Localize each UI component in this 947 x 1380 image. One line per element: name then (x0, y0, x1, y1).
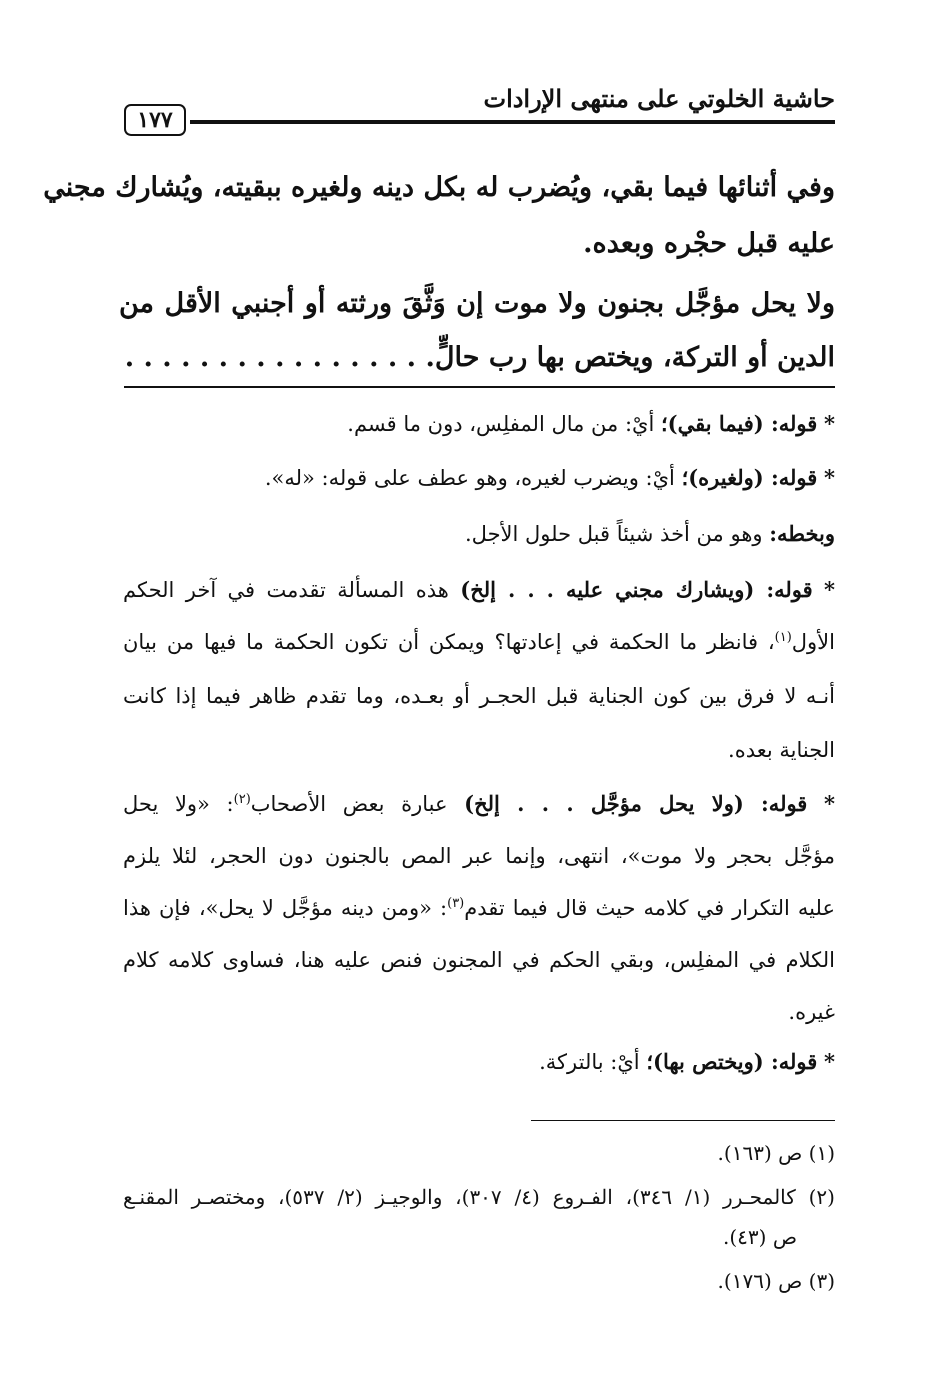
commentary-5-l3a: عليه التكرار في كلامه حيث قال فيما تقدم (464, 896, 836, 920)
main-text-line-2: عليه قبل حجْره وبعده. (583, 228, 835, 259)
commentary-6-lead: قوله: (ويختص بها)؛ (646, 1049, 818, 1074)
footnote-2: (٢) كالمحـرر (١/ ٣٤٦)، الفـروع (٤/ ٣٠٧)، والوجيـز (٢/ ٥٣٧)، ومختصـر المقنـع (123, 1185, 835, 1209)
commentary-line-7: الجناية بعده. (728, 738, 835, 762)
commentary-1-rest: أيْ: من مال المفلِس، دون ما قسم. (347, 412, 661, 436)
text-commentary-separator (124, 386, 835, 388)
commentary-line-5 (123, 626, 835, 658)
commentary-5-a: عبارة بعض الأصحاب (250, 792, 465, 816)
commentary-5-l3b: : «ومن دينه مؤجَّل لا يحل»، فإن هذا (123, 896, 448, 920)
star-marker: * (824, 1049, 835, 1074)
commentary-line-2 (123, 462, 835, 494)
star-marker: * (824, 577, 835, 602)
commentary-line-12: غيره. (788, 1000, 835, 1024)
footnote-ref-2: (٢) (233, 792, 251, 807)
main-text-line-4-text: الدين أو التركة، ويختص بها رب حالٍّ (434, 342, 835, 373)
star-marker: * (824, 411, 835, 436)
commentary-3-rest: وهو من أخذ شيئاً قبل حلول الأجل. (464, 522, 770, 546)
commentary-line-8 (123, 788, 835, 820)
commentary-4-l2b: ، فانظر ما الحكمة في إعادتها؟ ويمكن أن تكون الحكمة ما فيها من بيان (123, 630, 775, 654)
footnote-rule (531, 1120, 835, 1121)
commentary-4-rest: هذه المسألة تقدمت في آخر الحكم (123, 578, 461, 602)
footnote-ref-3: (٣) (447, 896, 465, 911)
commentary-line-13 (123, 1046, 835, 1078)
commentary-2-rest: أيْ: ويضرب لغيره، وهو عطف على قوله: «له». (264, 466, 682, 490)
main-text-line-1: وفي أثنائها فيما بقي، ويُضرب له بكل دينه ولغيره ببقيته، ويُشارك مجني (43, 172, 835, 203)
footnote-1: (١) ص (١٦٣). (717, 1141, 835, 1165)
commentary-4-l2a: الأول (791, 630, 835, 654)
footnote-3: (٣) ص (١٧٦). (717, 1269, 835, 1293)
star-marker: * (824, 465, 835, 490)
commentary-line-9: مؤجَّل بحجر ولا موت»، انتهى، وإنما عبر المص بالجنون دون الحجر، لئلا يلزم (123, 844, 835, 868)
commentary-3-lead: وبخطه: (769, 521, 835, 546)
commentary-line-11: الكلام في المفلِس، وبقي الحكم في المجنون فنص عليه هنا، فساوى كلامه كلام (123, 948, 835, 972)
footnote-2-continued: ص (٤٣). (723, 1225, 797, 1249)
commentary-2-lead: قوله: (ولغيره)؛ (681, 465, 818, 490)
main-text-line-3: ولا يحل مؤجَّل بجنون ولا موت إن وَثَّقَ ورثته أو أجنبي الأقل من (119, 288, 835, 319)
commentary-line-3 (123, 518, 835, 550)
commentary-line-6: أنـه لا فرق بين كون الجناية قبل الحجـر أو بعـده، وما تقدم ظاهر فيما إذا كانت (123, 684, 835, 708)
footnote-ref-1: (١) (774, 630, 792, 645)
main-text-line-4 (119, 338, 835, 378)
commentary-6-rest: أيْ: بالتركة. (539, 1050, 647, 1074)
commentary-5-b: : «ولا يحل (123, 792, 234, 816)
commentary-line-10 (123, 892, 835, 924)
page-number: ١٧٧ (124, 104, 186, 136)
star-marker: * (824, 791, 835, 816)
commentary-line-4 (123, 574, 835, 606)
commentary-5-lead: قوله: (ولا يحل مؤجَّل . . . إلخ) (464, 791, 808, 816)
commentary-1-lead: قوله: (فيما بقي)؛ (660, 411, 818, 436)
running-header-title: حاشية الخلوتي على منتهى الإرادات (483, 84, 835, 113)
header-rule (190, 120, 835, 124)
commentary-4-lead: قوله: (ويشارك مجني عليه . . . إلخ) (460, 577, 813, 602)
commentary-line-1 (123, 408, 835, 440)
main-text-dots: . . . . . . . . . . . . . . . . . (124, 342, 435, 373)
